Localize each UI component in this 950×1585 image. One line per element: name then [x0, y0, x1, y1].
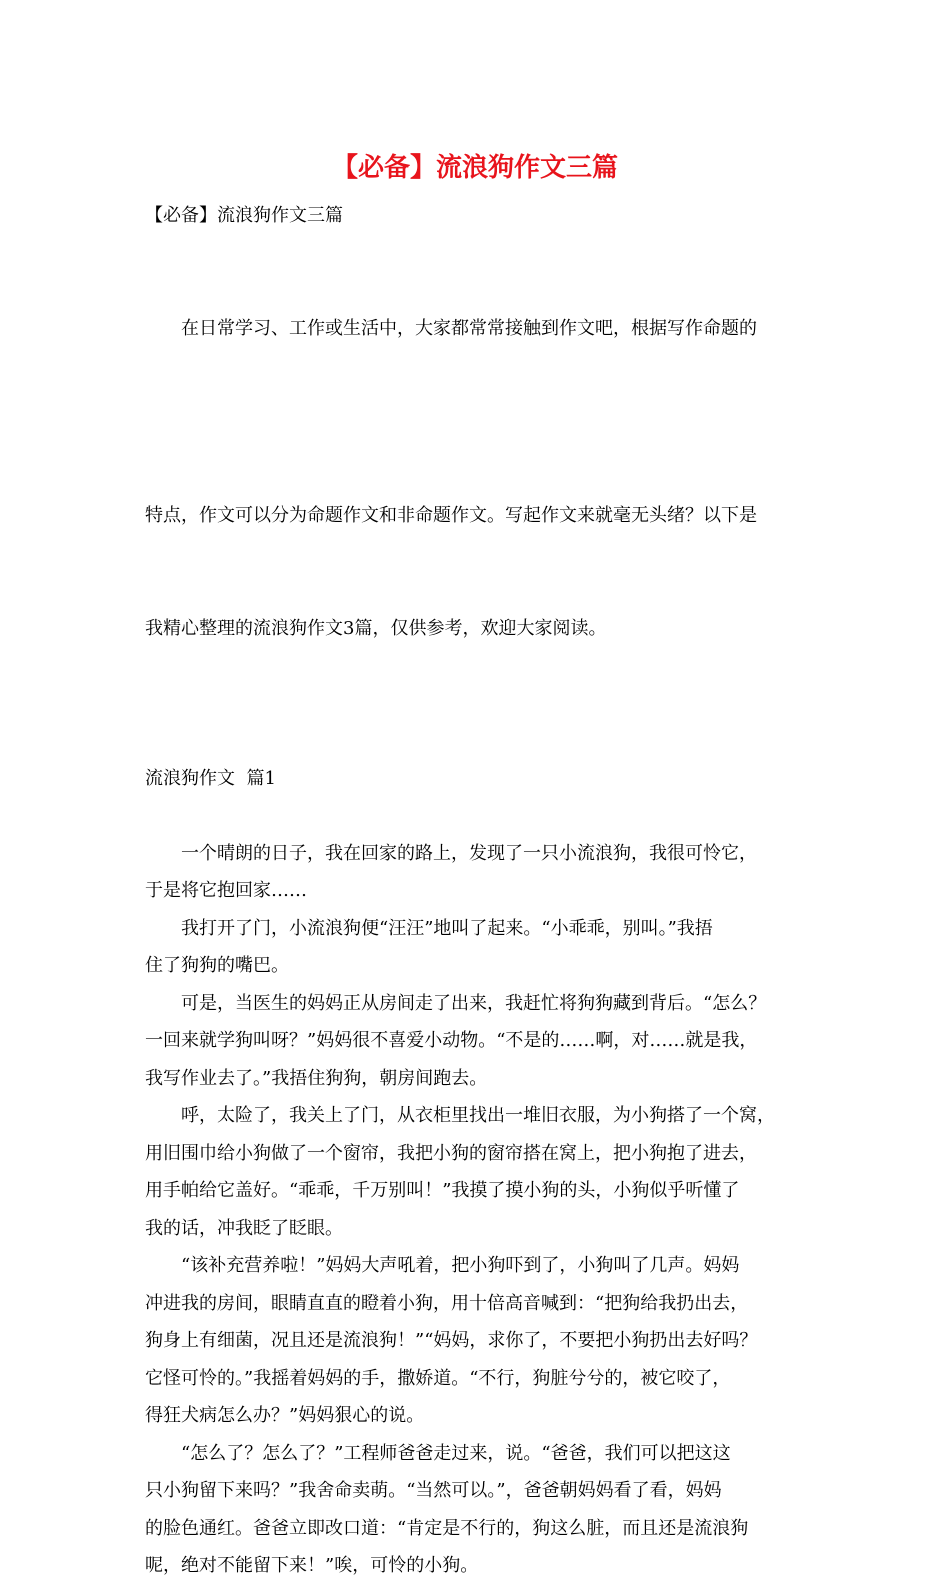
essay-paragraph-first-line: “怎么了？怎么了？”工程师爸爸走过来，说。“爸爸，我们可以把这这: [181, 1442, 731, 1464]
spacer: [145, 797, 810, 835]
essay-paragraph-line: 呢，绝对不能留下来！”唉，可怜的小狗。: [145, 1555, 479, 1576]
essay-paragraph-line: 的脸色通红。爸爸立即改口道：“肯定是不行的，狗这么脏，而且还是流浪狗: [145, 1517, 749, 1539]
essay-paragraph-line: 住了狗狗的嘴巴。: [145, 955, 289, 976]
essay-paragraph-first-line: 可是，当医生的妈妈正从房间走了出来，我赶忙将狗狗藏到背后。“怎么？: [181, 992, 767, 1014]
essay-paragraph-line: 用手帕给它盖好。“乖乖，千万别叫！”我摸了摸小狗的头，小狗似乎听懂了: [145, 1180, 740, 1201]
essay-paragraph-line: 用旧围巾给小狗做了一个窗帘，我把小狗的窗帘搭在窝上，把小狗抱了进去，: [145, 1142, 757, 1164]
essay-paragraph-line: 得狂犬病怎么办？”妈妈狠心的说。: [145, 1405, 425, 1426]
essay-paragraph-line: 它怪可怜的。”我摇着妈妈的手，撒娇道。“不行，狗脏兮兮的，被它咬了，: [145, 1367, 731, 1389]
essay-paragraph-line: 只小狗留下来吗？”我舍命卖萌。“当然可以。”，爸爸朝妈妈看了看，妈妈: [145, 1480, 722, 1501]
intro-paragraph-cont: [145, 422, 810, 722]
document-title: 【必备】流浪狗作文三篇: [331, 153, 618, 183]
intro-line: 我精心整理的流浪狗作文3篇，仅供参考，欢迎大家阅读。: [145, 617, 607, 639]
spacer: [145, 722, 810, 760]
essay-paragraph-line: 于是将它抱回家……: [145, 880, 307, 901]
essay-paragraph-first-line: 一个晴朗的日子，我在回家的路上，发现了一只小流浪狗，我很可怜它，: [181, 842, 757, 864]
essay-paragraph-first-line: “该补充营养啦！”妈妈大声吼着，把小狗吓到了，小狗叫了几声。妈妈: [181, 1255, 740, 1276]
essay-paragraph-first-line: 我打开了门，小流浪狗便“汪汪”地叫了起来。“小乖乖，别叫。”我捂: [181, 917, 713, 939]
essay-paragraph-first-line: 呼，太险了，我关上了门，从衣柜里找出一堆旧衣服，为小狗搭了一个窝，: [181, 1105, 775, 1126]
intro-line: 在日常学习、工作或生活中，大家都常常接触到作文吧，根据写作命题的: [181, 317, 757, 339]
document-body: [145, 197, 810, 1585]
section-heading: 流浪狗作文 篇1: [145, 767, 276, 789]
essay-paragraph-line: 冲进我的房间，眼睛直直的瞪着小狗，用十倍高音喊到：“把狗给我扔出去，: [145, 1292, 749, 1314]
essay-paragraph-line: 我写作业去了。”我捂住狗狗，朝房间跑去。: [145, 1067, 488, 1089]
essay-paragraph-line: 一回来就学狗叫呀？”妈妈很不喜爱小动物。“不是的……啊，对……就是我，: [145, 1030, 758, 1051]
intro-paragraph: [145, 235, 810, 423]
intro-line: 特点，作文可以分为命题作文和非命题作文。写起作文来就毫无头绪？以下是: [145, 505, 757, 526]
essay-paragraph-line: 我的话，冲我眨了眨眼。: [145, 1217, 343, 1239]
essay-paragraph-line: 狗身上有细菌，况且还是流浪狗！”“妈妈，求你了，不要把小狗扔出去好吗？: [145, 1330, 758, 1351]
essay-paragraphs: [145, 835, 810, 1585]
document-subtitle: 【必备】流浪狗作文三篇: [145, 205, 343, 226]
